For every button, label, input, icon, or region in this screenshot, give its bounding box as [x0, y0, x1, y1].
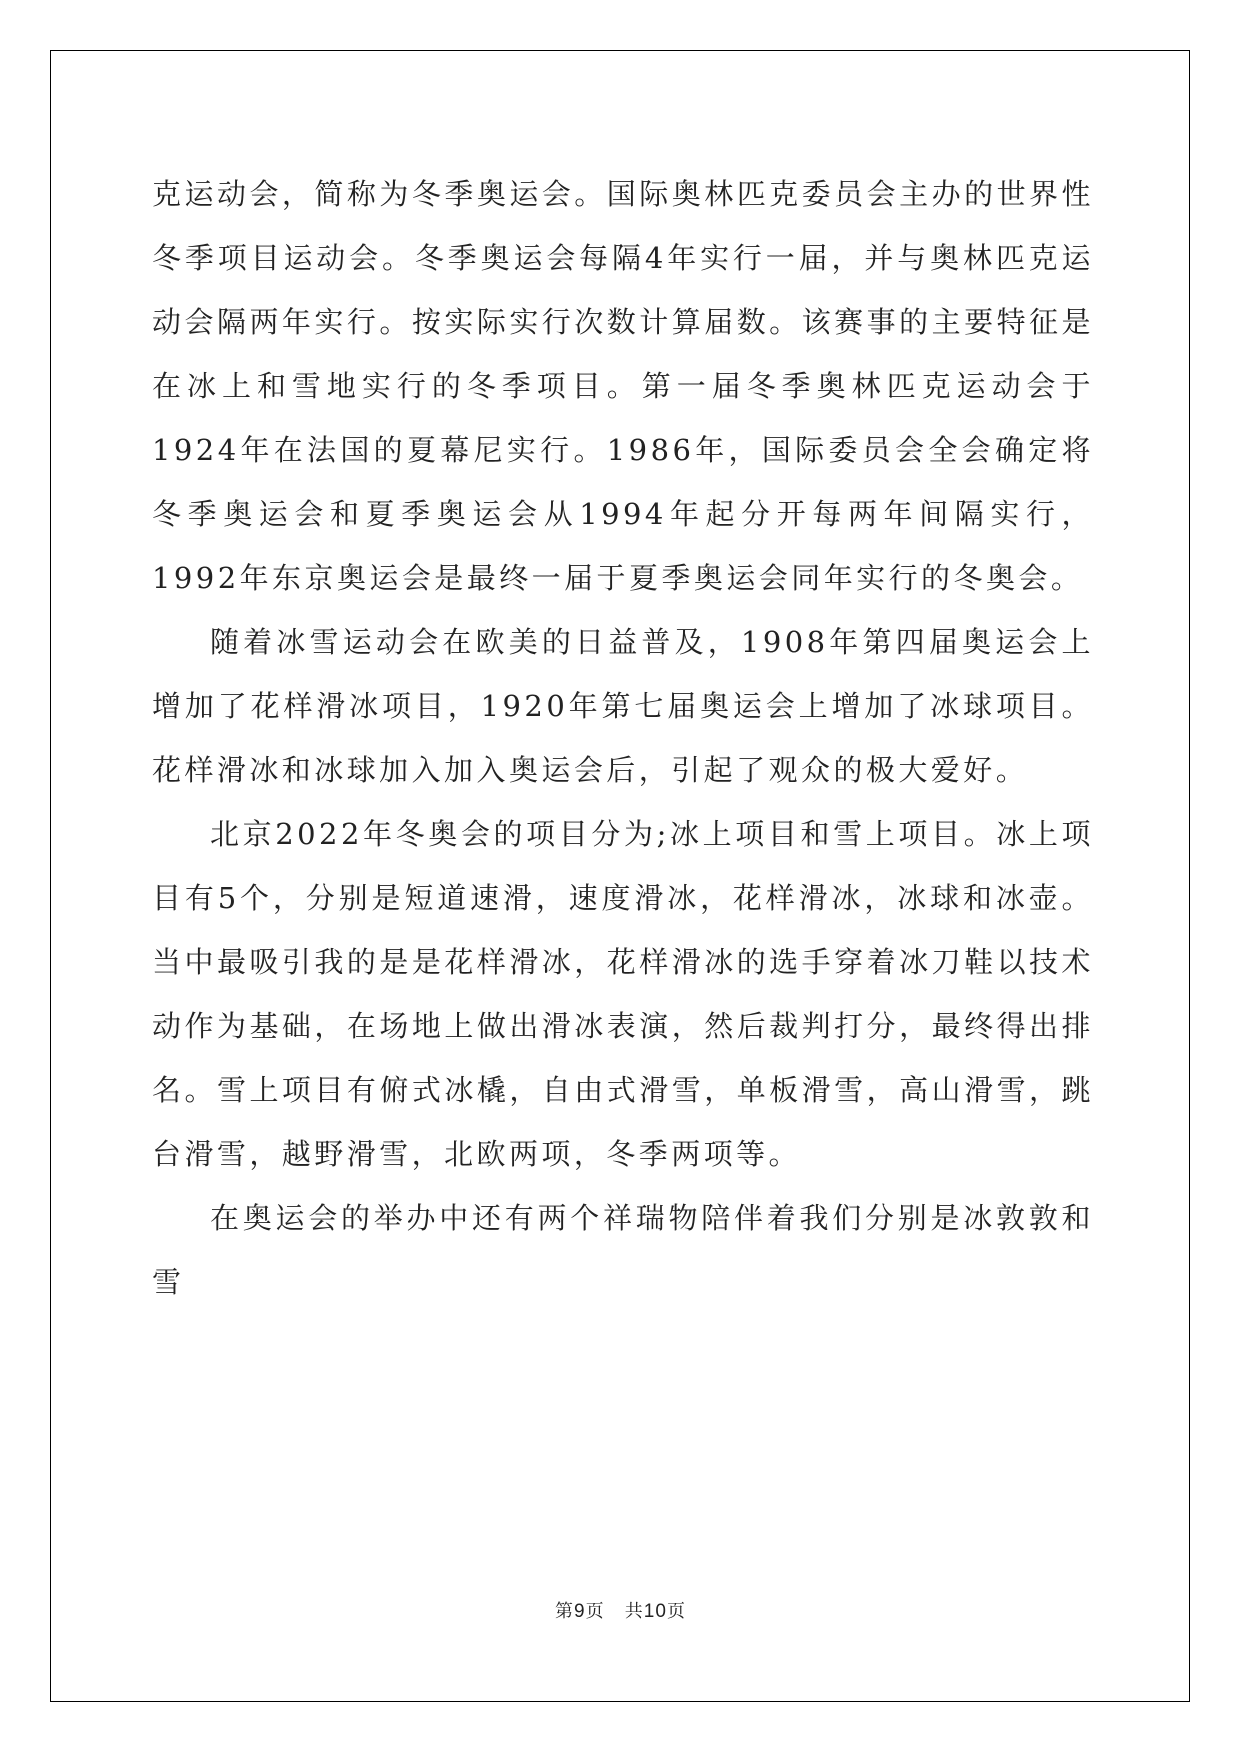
paragraph-4: 在奥运会的举办中还有两个祥瑞物陪伴着我们分别是冰敦敦和雪 — [152, 1201, 1094, 1299]
paragraph-1: 克运动会，简称为冬季奥运会。国际奥林匹克委员会主办的世界性冬季项目运动会。冬季奥运会每隔4年实行一届，并与奥林匹克运动会隔两年实行。按实际实行次数计算届数。该赛事的主要特征是在冰上和雪地实行的冬季项目。第一届冬季奥林匹克运动会于1924年在法国的夏幕尼实行。1986年，国际委员会全会确定将冬季奥运会和夏季奥运会从1994年起分开每两年间隔实行，1992年东京奥运会是最终一届于夏季奥运会同年实行的冬奥会。 — [152, 177, 1094, 595]
total-page-count: 10 — [643, 1601, 667, 1622]
page-suffix: 页 — [585, 1601, 605, 1622]
total-prefix: 共 — [624, 1601, 644, 1622]
page-footer — [0, 1597, 1241, 1623]
current-page-number: 9 — [574, 1601, 586, 1622]
paragraph-2: 随着冰雪运动会在欧美的日益普及，1908年第四届奥运会上增加了花样滑冰项目，1920年第七届奥运会上增加了冰球项目。花样滑冰和冰球加入加入奥运会后，引起了观众的极大爱好。 — [152, 625, 1094, 787]
document-body — [152, 162, 1094, 1314]
page-prefix: 第 — [555, 1601, 575, 1622]
total-suffix: 页 — [666, 1601, 686, 1622]
paragraph-3: 北京2022年冬奥会的项目分为;冰上项目和雪上项目。冰上项目有5个，分别是短道速滑，速度滑冰，花样滑冰，冰球和冰壶。当中最吸引我的是是花样滑冰，花样滑冰的选手穿着冰刀鞋以技术动作为基础，在场地上做出滑冰表演，然后裁判打分，最终得出排名。雪上项目有俯式冰橇，自由式滑雪，单板滑雪，高山滑雪，跳台滑雪，越野滑雪，北欧两项，冬季两项等。 — [152, 817, 1094, 1171]
